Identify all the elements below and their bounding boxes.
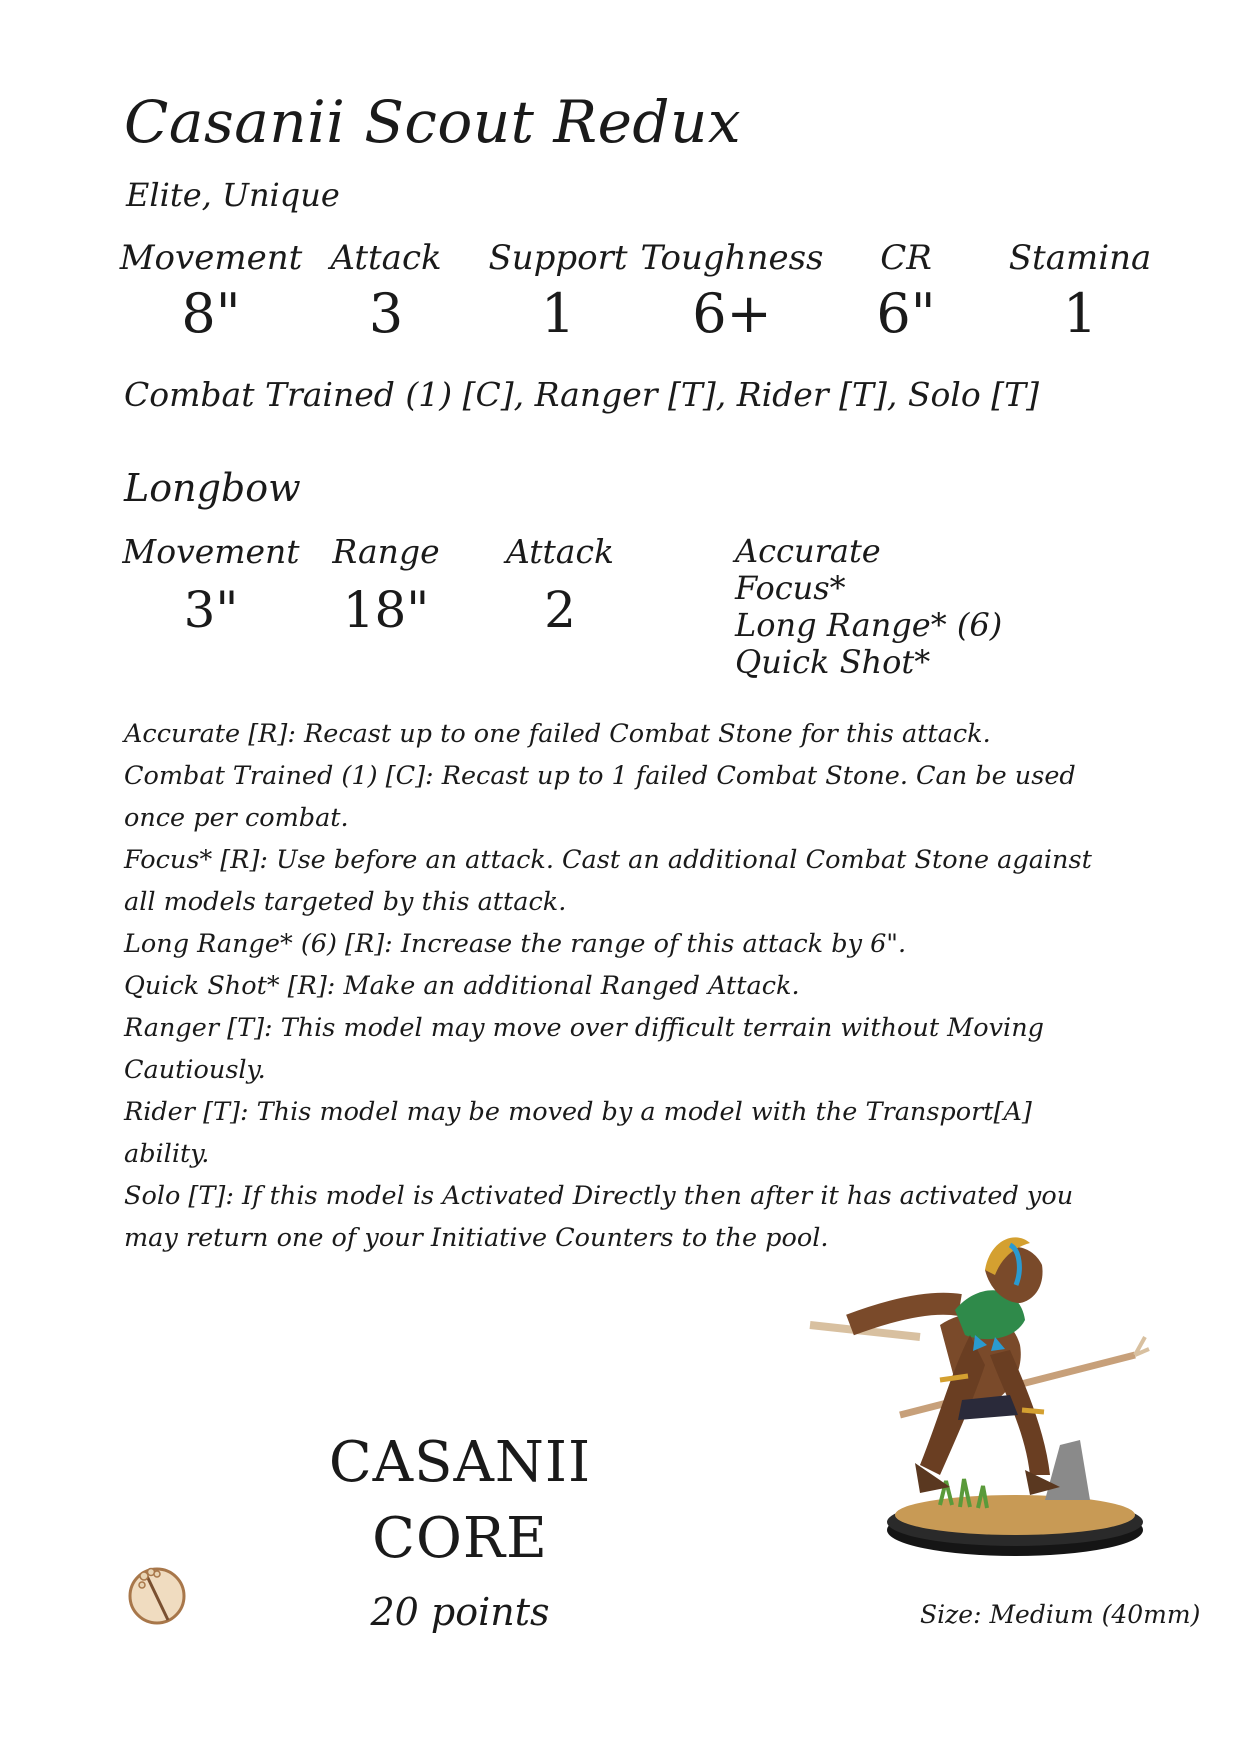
- weapon-name: Longbow: [124, 466, 301, 510]
- stat-value: 6": [876, 282, 936, 345]
- rule-accurate: Accurate [R]: Recast up to one failed Combat Stone for this attack.: [124, 719, 991, 749]
- points-cost: 20 points: [370, 1590, 550, 1634]
- weapon-stat-label: Movement: [122, 532, 300, 571]
- faction-label: [300, 1425, 620, 1577]
- card-subtitle: Elite, Unique: [126, 176, 340, 214]
- rule-rider: Rider [T]: This model may be moved by a model with the Transport[A] ability.: [124, 1097, 1032, 1169]
- faction-line: CORE: [372, 1506, 548, 1571]
- rule-long-range: Long Range* (6) [R]: Increase the range of this attack by 6".: [124, 929, 907, 959]
- stat-toughness: [632, 238, 832, 345]
- weapon-stat-label: Range: [332, 532, 440, 571]
- weapon-stat-value: 3": [183, 581, 239, 639]
- abilities-line: Combat Trained (1) [C], Ranger [T], Rider [T], Solo [T]: [124, 375, 1039, 414]
- weapon-stat-label: Attack: [506, 532, 614, 571]
- rule-quick-shot: Quick Shot* [R]: Make an additional Ranged Attack.: [124, 971, 800, 1001]
- weapon-stat-value: 2: [544, 581, 576, 639]
- stat-label: Toughness: [640, 238, 824, 278]
- rules-text: [124, 713, 1124, 1259]
- stat-label: Movement: [119, 238, 303, 278]
- stat-stamina: [980, 238, 1180, 345]
- stat-label: Stamina: [1008, 238, 1152, 278]
- weapon-stat-value: 18": [342, 581, 430, 639]
- weapon-trait: Long Range* (6): [735, 606, 1003, 644]
- faction-logo-icon: [124, 1560, 190, 1626]
- weapon-trait: Accurate: [735, 532, 881, 570]
- weapon-stat-attack: [460, 532, 660, 639]
- rule-solo: Solo [T]: If this model is Activated Directly then after it has activated you may return one of your Initiative Counters to the pool.: [124, 1181, 1074, 1253]
- weapon-trait: Focus*: [735, 569, 846, 607]
- rule-ranger: Ranger [T]: This model may move over difficult terrain without Moving Cautiously.: [124, 1013, 1044, 1085]
- stat-label: CR: [880, 238, 932, 278]
- rule-combat-trained: Combat Trained (1) [C]: Recast up to 1 failed Combat Stone. Can be used once per combat.: [124, 761, 1076, 833]
- stat-value: 1: [1062, 282, 1098, 345]
- stat-value: 3: [368, 282, 404, 345]
- base-size: Size: Medium (40mm): [920, 1600, 1201, 1629]
- stat-cr: [806, 238, 1006, 345]
- weapon-stat-movement: [111, 532, 311, 639]
- card-title: Casanii Scout Redux: [124, 88, 742, 156]
- stat-attack: [286, 238, 486, 345]
- stat-label: Attack: [330, 238, 442, 278]
- stat-label: Support: [488, 238, 628, 278]
- stat-value: 8": [181, 282, 241, 345]
- stat-movement: [111, 238, 311, 345]
- faction-line: CASANII: [328, 1430, 592, 1495]
- weapon-stat-range: [286, 532, 486, 639]
- stat-value: 6+: [692, 282, 772, 345]
- stat-value: 1: [540, 282, 576, 345]
- weapon-traits: [735, 533, 1002, 681]
- weapon-trait: Quick Shot*: [735, 643, 931, 681]
- rule-focus: Focus* [R]: Use before an attack. Cast an additional Combat Stone against all models targeted by this attack.: [124, 845, 1092, 917]
- stat-support: [458, 238, 658, 345]
- miniature-image: [790, 1225, 1190, 1570]
